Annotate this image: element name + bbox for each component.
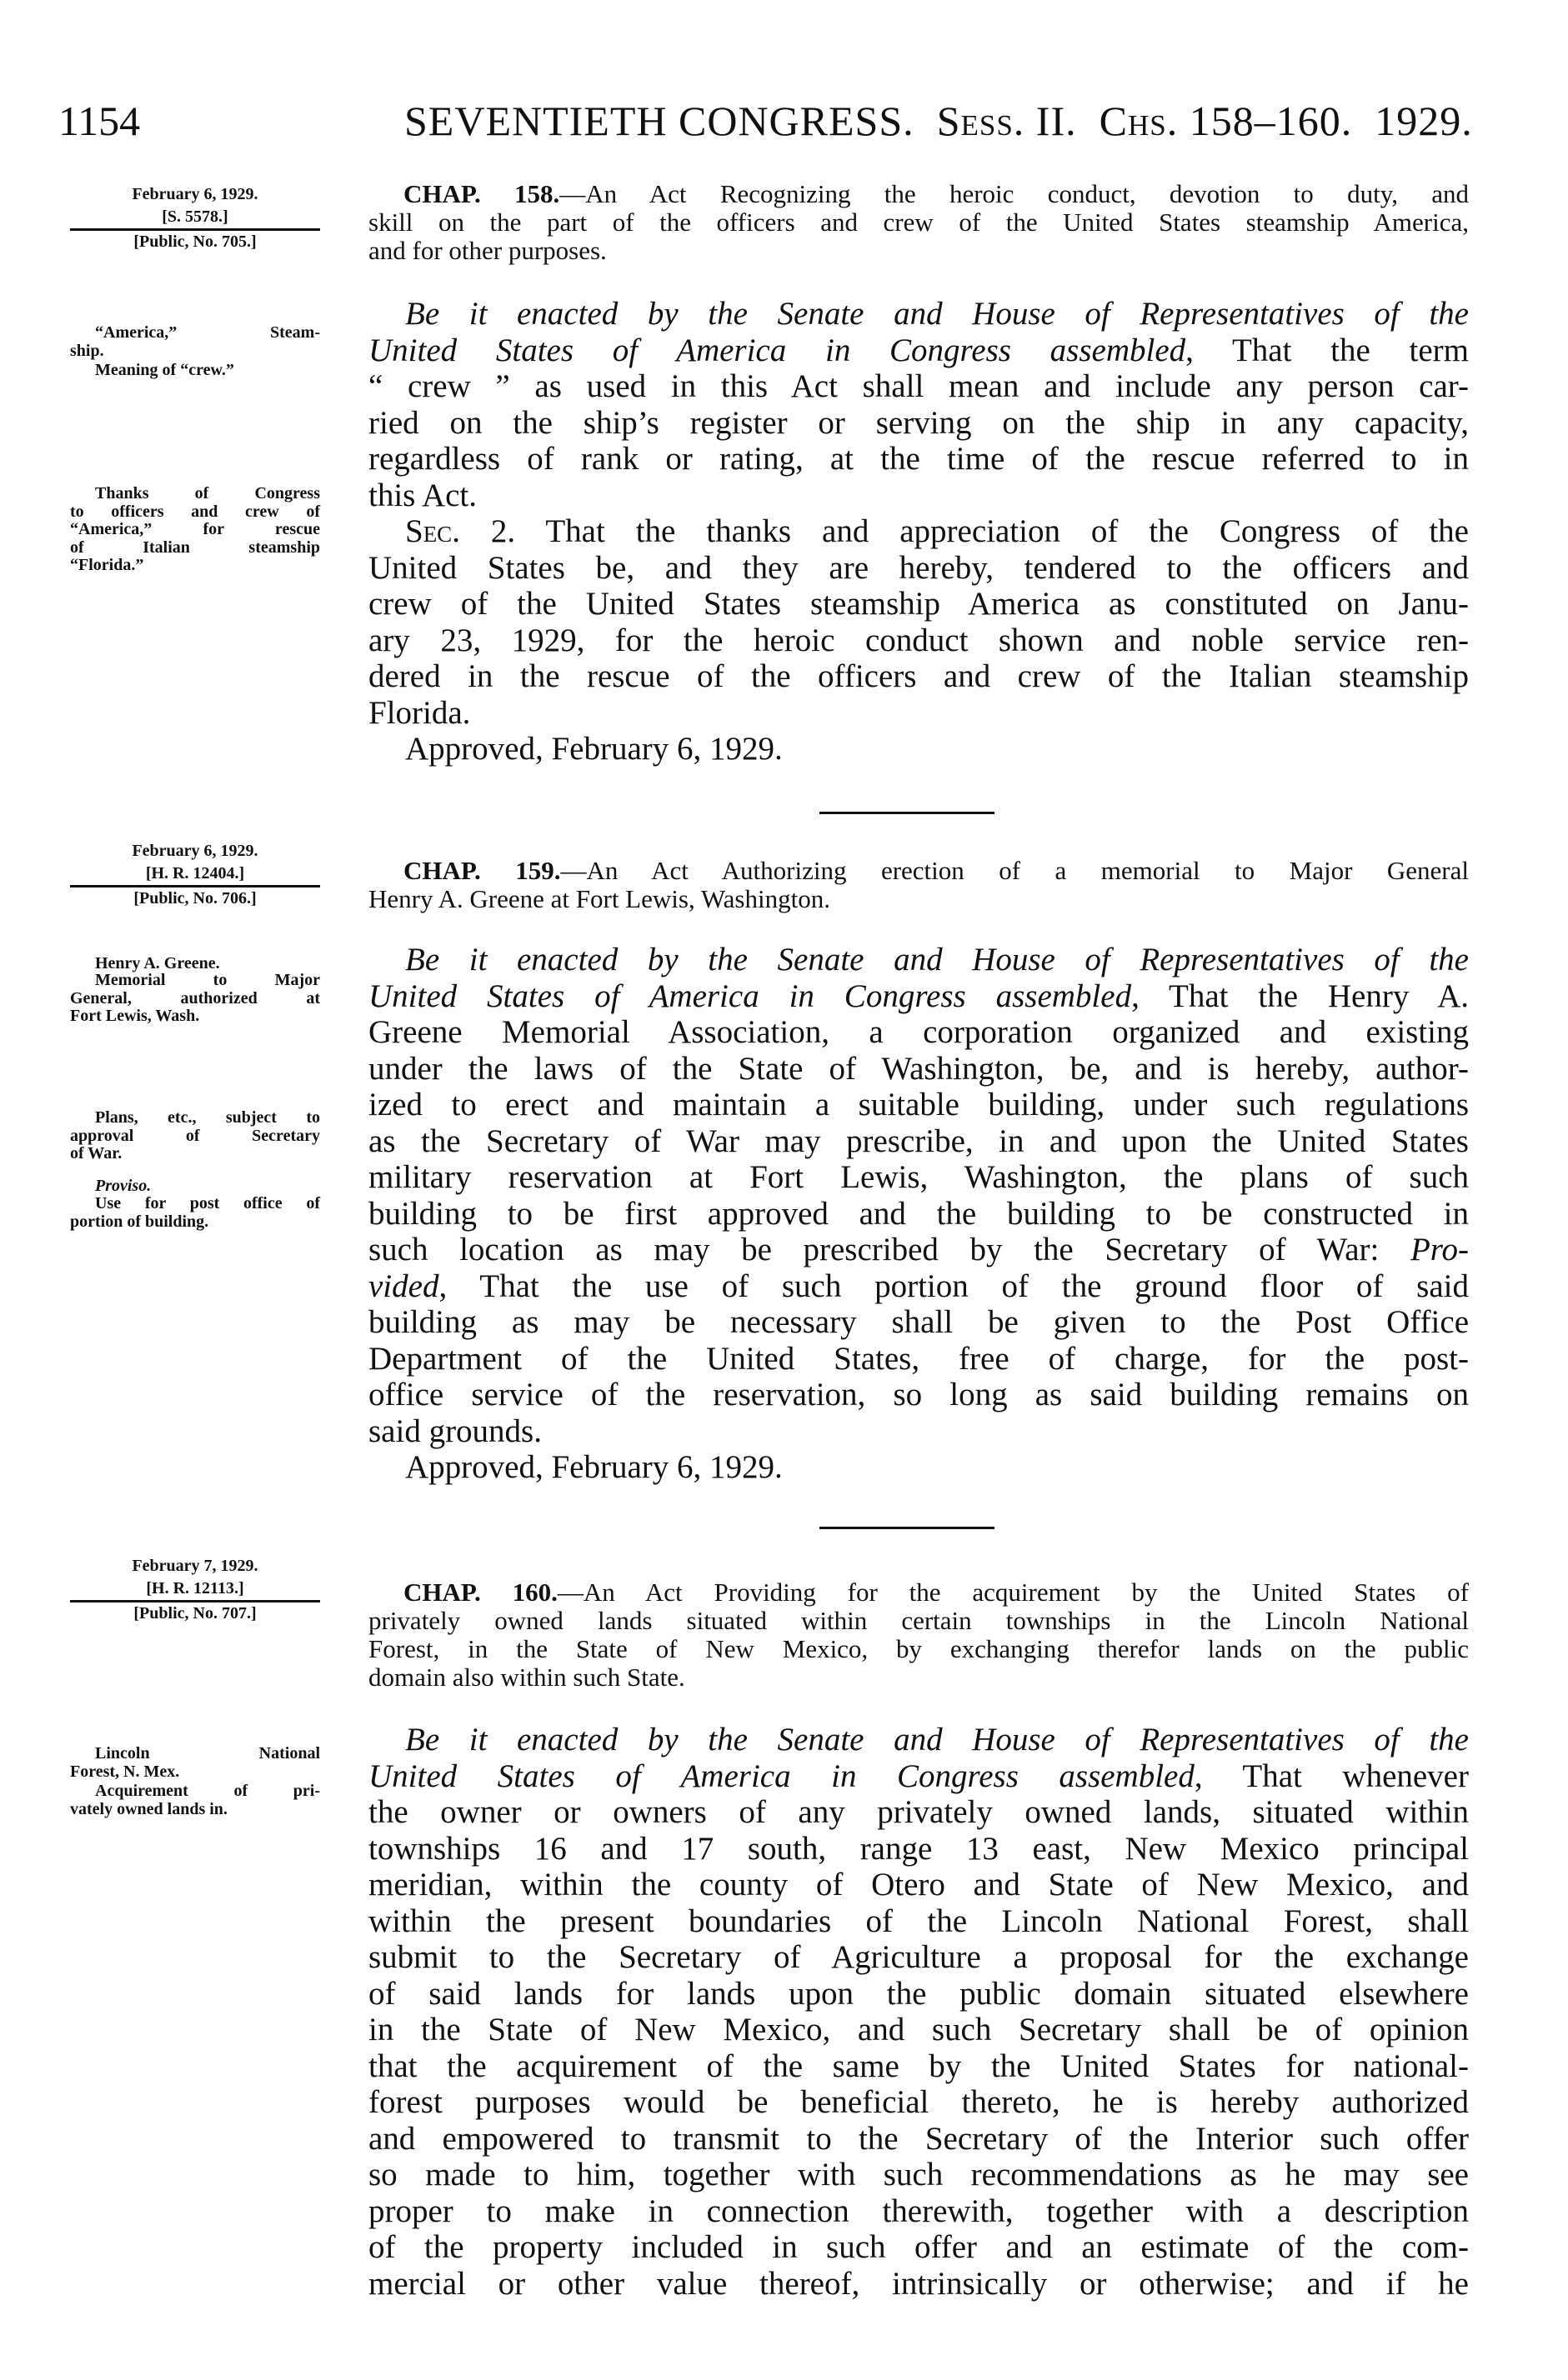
act-body	[368, 296, 1469, 768]
body-line	[368, 1867, 1469, 1903]
chapter-title-text: —An Act Recognizing the heroic conduct, devotion to duty, and	[559, 179, 1469, 208]
act-body	[368, 942, 1469, 1486]
body-line	[368, 1831, 1469, 1868]
body-line	[368, 1232, 1469, 1268]
body-text: so made to him, together with such recommendations as he may see	[368, 2157, 1469, 2192]
chapter-title-text: Forest, in the State of New Mexico, by exchanging therefor lands on the public	[368, 1634, 1469, 1663]
chapter-title-text: privately owned lands situated within certain townships in the Lincoln National	[368, 1606, 1469, 1635]
body-text: submit to the Secretary of Agriculture a proposal for the exchange	[368, 1939, 1469, 1975]
body-line	[368, 2266, 1469, 2302]
body-line	[368, 1014, 1469, 1051]
margin-note-line: to officers and crew of	[70, 502, 320, 521]
chapter-number: CHAP. 158.	[403, 179, 560, 208]
body-text: , That the Henry A.	[1131, 978, 1469, 1014]
body-line	[368, 296, 1469, 332]
chapter-heading-line	[368, 857, 1469, 885]
margin-note-line: approval of Secretary	[70, 1126, 320, 1145]
margin-note	[70, 1109, 320, 1163]
body-line	[368, 550, 1469, 587]
italic-text: Pro-	[1410, 1232, 1469, 1268]
body-line	[368, 2012, 1469, 2048]
body-line	[368, 695, 1469, 732]
chapter-heading-line	[368, 180, 1469, 208]
margin-note-line: Henry A. Greene.	[95, 954, 220, 972]
body-text: ized to erect and maintain a suitable building, under such regulations	[368, 1087, 1469, 1122]
body-line	[368, 1903, 1469, 1940]
body-line	[368, 1722, 1469, 1758]
body-line	[368, 1123, 1469, 1160]
chapter-number: CHAP. 160.	[403, 1578, 558, 1607]
chapter-heading-line	[368, 237, 1469, 265]
body-text: Florida.	[368, 694, 471, 731]
chapter-heading-line	[368, 1635, 1469, 1663]
approval-date: February 6, 1929.	[132, 185, 258, 203]
body-line	[368, 1196, 1469, 1232]
page-number: 1154	[58, 98, 141, 144]
margin-date-block	[70, 1555, 320, 1625]
margin-note	[70, 324, 320, 360]
chapter-heading	[368, 857, 1469, 913]
italic-text: United States of America in Congress assembled	[368, 332, 1186, 368]
body-text: ried on the ship’s register or serving on the ship in any capacity,	[368, 404, 1469, 441]
body-line	[368, 441, 1469, 478]
body-text: That the thanks and appreciation of the Congress of the	[515, 513, 1469, 549]
session-label: Sess. II.	[936, 98, 1077, 144]
body-line	[368, 586, 1469, 622]
body-line	[368, 1377, 1469, 1413]
body-text: under the laws of the State of Washington, be, and is hereby, author-	[368, 1050, 1469, 1087]
italic-text: vided	[368, 1268, 439, 1304]
margin-date-block	[70, 840, 320, 910]
body-text: of the property included in such offer and an estimate of the com-	[368, 2229, 1469, 2265]
body-text: of said lands for lands upon the public domain situated elsewhere	[368, 1975, 1469, 2012]
body-text: crew of the United States steamship America as constituted on Janu-	[368, 586, 1469, 622]
body-text: meridian, within the county of Otero and State of New Mexico, and	[368, 1867, 1469, 1902]
margin-note-proviso	[70, 1178, 320, 1196]
body-text: the owner or owners of any privately owned lands, situated within	[368, 1794, 1469, 1830]
chapter-title-text: domain also within such State.	[368, 1662, 685, 1692]
body-text: Department of the United States, free of charge, for the post-	[368, 1340, 1469, 1377]
public-law-number: [Public, No. 707.]	[133, 1604, 257, 1622]
body-line	[368, 1051, 1469, 1088]
chapter-heading-line	[368, 1607, 1469, 1635]
body-line	[368, 1159, 1469, 1196]
body-text: in the State of New Mexico, and such Secretary shall be of opinion	[368, 2012, 1469, 2048]
year-label: 1929.	[1375, 98, 1473, 144]
margin-note-line: Acquirement of pri-	[95, 1782, 320, 1800]
chapter-heading-line	[368, 1578, 1469, 1607]
margin-note-line: of Italian steamship	[70, 538, 320, 557]
italic-text: Be it enacted by the Senate and House of Representatives of the	[405, 942, 1469, 978]
body-line	[368, 1087, 1469, 1123]
margin-note	[70, 972, 320, 1026]
chapter-title-text: Henry A. Greene at Fort Lewis, Washington.	[368, 884, 830, 913]
margin-note-line: Lincoln National	[95, 1744, 320, 1762]
margin-note	[70, 1745, 320, 1781]
italic-text: Be it enacted by the Senate and House of Representatives of the	[405, 1722, 1469, 1758]
chapter-heading-line	[368, 885, 1469, 913]
bill-number: [H. R. 12113.]	[146, 1579, 244, 1598]
body-text: this Act.	[368, 477, 478, 513]
body-text: building as may be necessary shall be given to the Post Office	[368, 1304, 1469, 1340]
margin-note-line: Thanks of Congress	[95, 484, 320, 502]
body-text: Approved, February 6, 1929.	[405, 1449, 783, 1485]
chapter-title-text: skill on the part of the officers and crew of the United States steamship America,	[368, 208, 1469, 237]
running-title	[404, 97, 1473, 145]
body-text: regardless of rank or rating, at the time of the rescue referred to in	[368, 441, 1469, 477]
italic-text: Be it enacted by the Senate and House of Representatives of the	[405, 296, 1469, 332]
approval-date: February 6, 1929.	[132, 842, 258, 860]
body-line	[368, 622, 1469, 659]
chapters-label: Chs. 158–160.	[1099, 98, 1353, 144]
chapter-heading	[368, 180, 1469, 265]
body-line	[368, 1794, 1469, 1831]
public-law-number: [Public, No. 706.]	[133, 889, 257, 908]
body-line	[368, 405, 1469, 442]
margin-note	[70, 362, 320, 380]
body-text: ary 23, 1929, for the heroic conduct shown and noble service ren-	[368, 622, 1469, 658]
body-text: as the Secretary of War may prescribe, in and upon the United States	[368, 1122, 1469, 1159]
chapter-number: CHAP. 159.	[403, 856, 561, 885]
italic-text: United States of America in Congress assembled	[368, 1758, 1195, 1794]
body-text: military reservation at Fort Lewis, Washington, the plans of such	[368, 1159, 1469, 1195]
congress-title: SEVENTIETH CONGRESS.	[404, 98, 914, 144]
bill-number: [S. 5578.]	[162, 208, 228, 226]
italic-text: United States of America in Congress assembled	[368, 978, 1132, 1014]
body-line	[368, 2121, 1469, 2158]
body-text: building to be first approved and the building to be constructed in	[368, 1195, 1469, 1232]
bill-number: [H. R. 12404.]	[145, 864, 245, 882]
margin-note-line: Use for post office of	[95, 1194, 320, 1212]
chapter-title-text: —An Act Authorizing erection of a memorial to Major General	[560, 856, 1469, 885]
body-line	[368, 513, 1469, 550]
margin-note-line: ship.	[70, 341, 104, 360]
margin-note-line: Plans, etc., subject to	[95, 1108, 320, 1127]
body-line	[368, 658, 1469, 695]
body-line	[368, 1976, 1469, 2012]
chapter-title-text: and for other purposes.	[368, 236, 607, 265]
body-line	[368, 1758, 1469, 1795]
section-divider	[819, 1527, 994, 1529]
page-header	[58, 97, 1471, 147]
body-line	[368, 332, 1469, 369]
body-line	[368, 2157, 1469, 2193]
chapter-heading-line	[368, 1663, 1469, 1692]
body-line	[368, 2084, 1469, 2121]
margin-note-line: of War.	[70, 1144, 123, 1162]
body-text: Approved, February 6, 1929.	[405, 731, 783, 767]
approval-date: February 7, 1929.	[132, 1557, 258, 1575]
chapter-title-text: —An Act Providing for the acquirement by the United States of	[557, 1578, 1469, 1607]
body-text: dered in the rescue of the officers and crew of the Italian steamship	[368, 658, 1469, 694]
body-line	[368, 1939, 1469, 1976]
approval-line	[368, 731, 1469, 768]
body-line	[368, 1304, 1469, 1341]
body-line	[368, 1413, 1469, 1450]
margin-note-line: Proviso.	[95, 1177, 152, 1195]
body-text: office service of the reservation, so long as said building remains on	[368, 1377, 1469, 1412]
body-text: , That the use of such portion of the ground floor of said	[438, 1268, 1469, 1304]
body-text: forest purposes would be beneficial thereto, he is hereby authorized	[368, 2084, 1469, 2120]
margin-date-block	[70, 183, 320, 253]
body-text: such location as may be prescribed by the Secretary of War:	[368, 1232, 1410, 1268]
body-text: “ crew ” as used in this Act shall mean and include any person car-	[368, 368, 1469, 404]
body-text: within the present boundaries of the Lincoln National Forest, shall	[368, 1902, 1469, 1939]
body-text: townships 16 and 17 south, range 13 east, New Mexico principal	[368, 1830, 1469, 1867]
body-line	[368, 2048, 1469, 2085]
margin-note-line: Memorial to Major	[95, 971, 320, 989]
body-line	[368, 368, 1469, 405]
body-text: proper to make in connection therewith, together with a description	[368, 2192, 1469, 2229]
body-text: that the acquirement of the same by the United States for national-	[368, 2048, 1469, 2084]
body-line	[368, 478, 1469, 514]
body-line	[368, 2193, 1469, 2230]
body-text: said grounds.	[368, 1412, 542, 1449]
margin-note-line: “America,” Steam-	[95, 323, 320, 342]
body-text: mercial or other value thereof, intrinsically or otherwise; and if he	[368, 2265, 1469, 2302]
margin-note-line: vately owned lands in.	[70, 1799, 228, 1818]
margin-note-line: Forest, N. Mex.	[70, 1762, 180, 1781]
section-divider	[819, 812, 994, 814]
body-text: United States be, and they are hereby, tendered to the officers and	[368, 549, 1469, 586]
body-text: Greene Memorial Association, a corporation organized and existing	[368, 1014, 1469, 1050]
margin-note	[70, 485, 320, 575]
body-text: , That the term	[1185, 332, 1469, 368]
body-line	[368, 1341, 1469, 1378]
body-text: Sec. 2.	[405, 513, 516, 549]
public-law-number: [Public, No. 705.]	[133, 232, 257, 251]
margin-note-line: General, authorized at	[70, 988, 320, 1008]
margin-note-line: portion of building.	[70, 1212, 209, 1231]
body-line	[368, 942, 1469, 978]
margin-note	[70, 1782, 320, 1818]
chapter-heading-line	[368, 208, 1469, 237]
margin-note	[70, 1195, 320, 1231]
body-line	[368, 1268, 1469, 1305]
margin-note-line: “Florida.”	[70, 556, 144, 574]
margin-note-line: “America,” for rescue	[70, 520, 320, 538]
chapter-heading	[368, 1578, 1469, 1692]
margin-note-line: Meaning of “crew.”	[95, 361, 234, 379]
approval-line	[368, 1449, 1469, 1486]
margin-note-line: Fort Lewis, Wash.	[70, 1007, 200, 1025]
body-text: , That whenever	[1194, 1758, 1469, 1794]
body-text: and empowered to transmit to the Secretary of the Interior such offer	[368, 2120, 1469, 2157]
body-line	[368, 2229, 1469, 2266]
body-line	[368, 978, 1469, 1015]
act-body	[368, 1722, 1469, 2302]
